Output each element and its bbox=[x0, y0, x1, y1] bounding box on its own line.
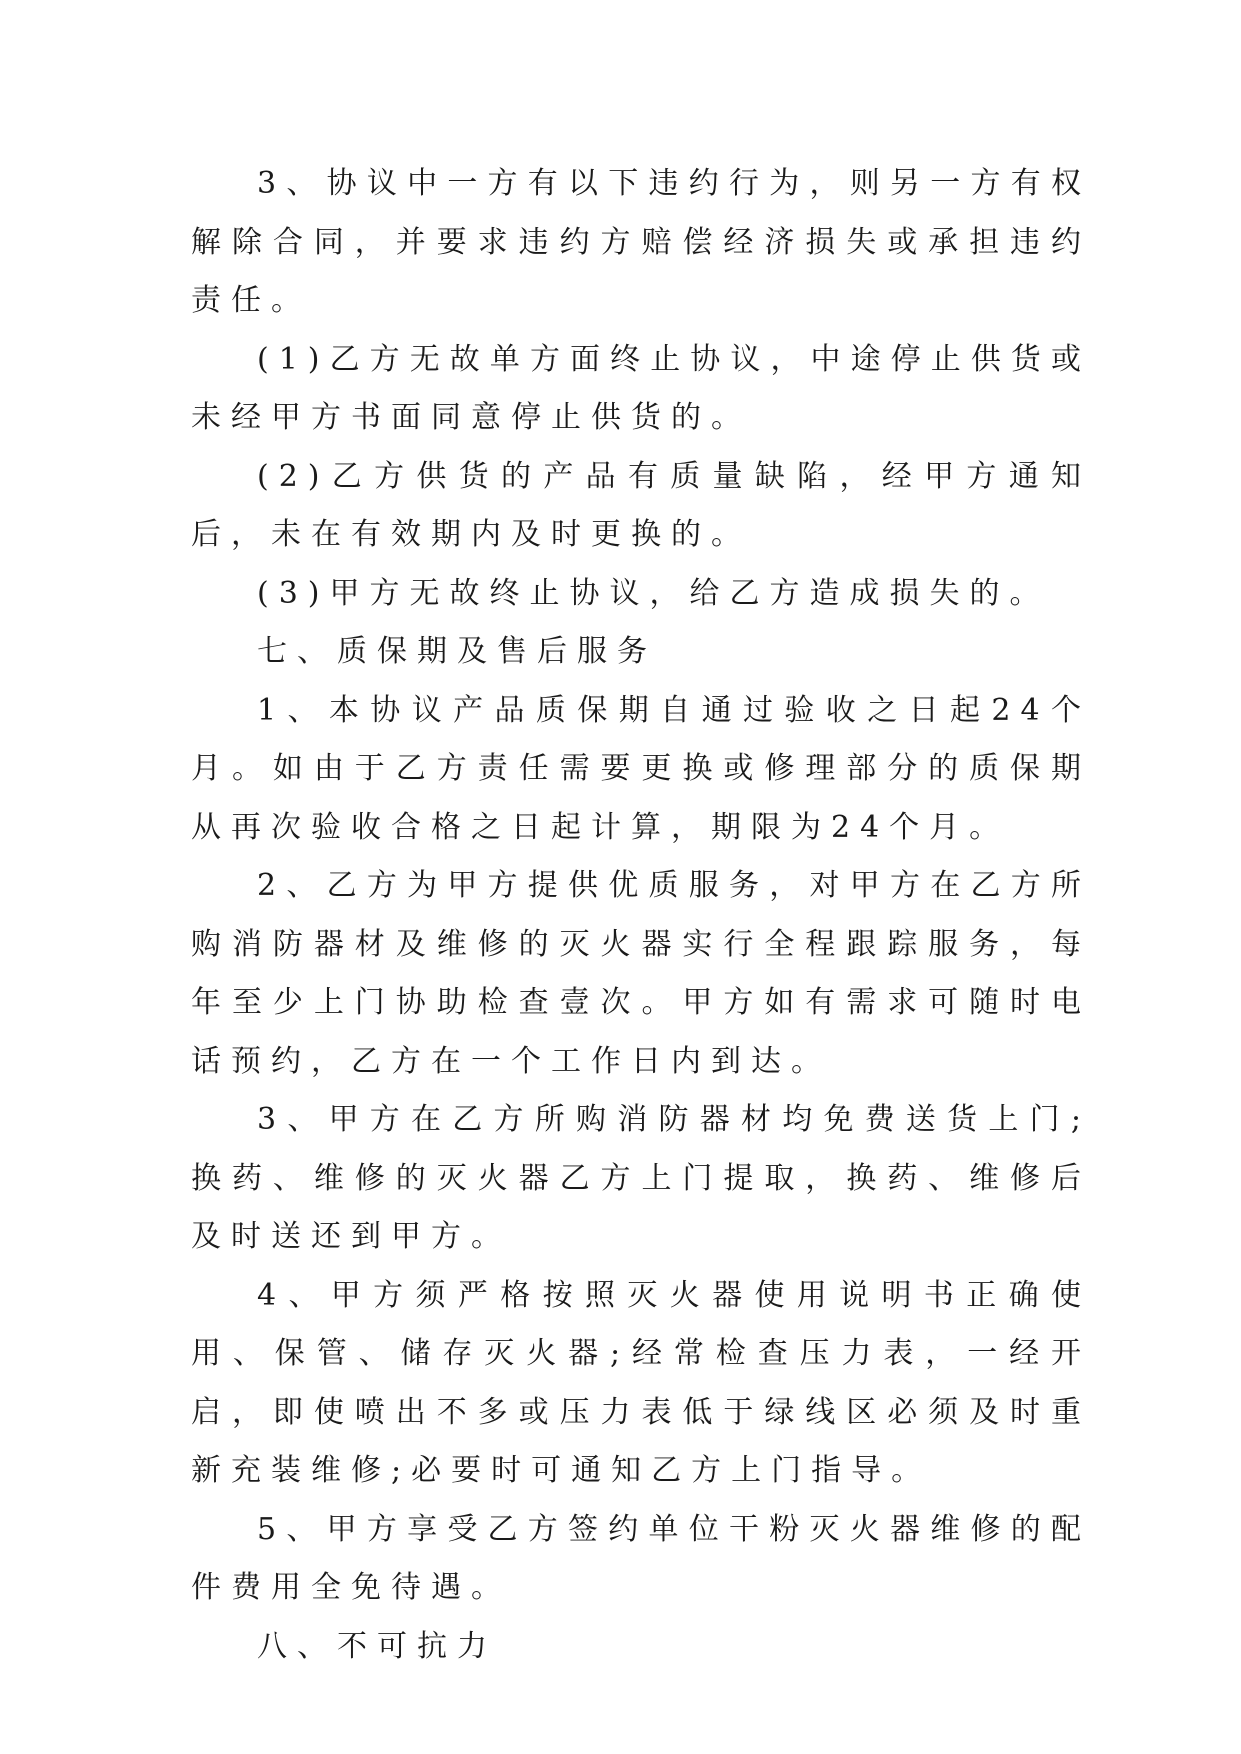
clause-item-1: (1)乙方无故单方面终止协议，中途停止供货或未经甲方书面同意停止供货的。 bbox=[191, 341, 1091, 435]
clause-item-3: (3)甲方无故终止协议，给乙方造成损失的。 bbox=[257, 575, 1050, 611]
section-heading-warranty: 七、质保期及售后服务 bbox=[257, 634, 657, 669]
warranty-clause-5: 5、甲方享受乙方签约单位干粉灭火器维修的配件费用全免待遇。 bbox=[191, 1511, 1091, 1605]
warranty-clause-3: 3、甲方在乙方所购消防器材均免费送货上门;换药、维修的灭火器乙方上门提取，换药、维修后及时送还到甲方。 bbox=[191, 1102, 1091, 1254]
warranty-clause-1: 1、本协议产品质保期自通过验收之日起24个月。如由于乙方责任需要更换或修理部分的质保期从再次验收合格之日起计算，期限为24个月。 bbox=[191, 692, 1091, 845]
section-heading-force-majeure: 八、不可抗力 bbox=[257, 1628, 497, 1664]
warranty-clause-4: 4、甲方须严格按照灭火器使用说明书正确使用、保管、储存灭火器;经常检查压力表，一经开启，即使喷出不多或压力表低于绿线区必须及时重新充装维修;必要时可通知乙方上门指导。 bbox=[191, 1277, 1091, 1488]
clause-3-breach: 3、协议中一方有以下违约行为，则另一方有权解除合同，并要求违约方赔偿经济损失或承担违约责任。 bbox=[191, 166, 1091, 318]
document-body bbox=[191, 155, 1091, 1676]
clause-item-2: (2)乙方供货的产品有质量缺陷，经甲方通知后，未在有效期内及时更换的。 bbox=[191, 458, 1091, 552]
warranty-clause-2: 2、乙方为甲方提供优质服务，对甲方在乙方所购消防器材及维修的灭火器实行全程跟踪服务，每年至少上门协助检查壹次。甲方如有需求可随时电话预约，乙方在一个工作日内到达。 bbox=[191, 868, 1091, 1079]
